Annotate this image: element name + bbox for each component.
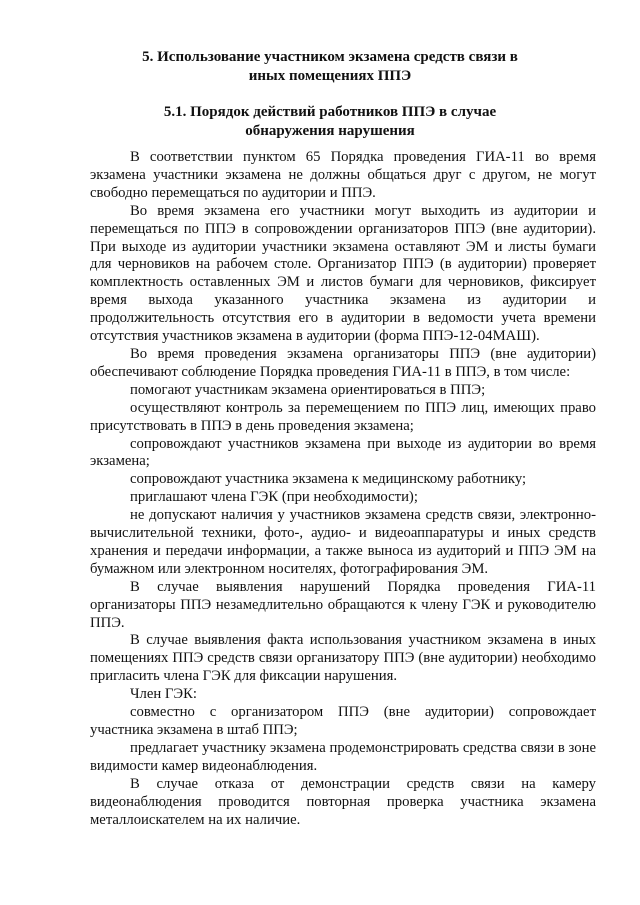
paragraph: В случае выявления нарушений Порядка проведения ГИА-11 организаторы ППЭ незамедлительно обращаются к члену ГЭК и руководителю ППЭ. bbox=[90, 578, 596, 631]
body-text bbox=[90, 149, 596, 829]
paragraph: В случае отказа от демонстрации средств связи на камеру видеонаблюдения проводится повторная проверка участника экзамена металлоискателем на их наличие. bbox=[90, 775, 596, 828]
list-item: сопровождают участника экзамена к медицинскому работнику; bbox=[130, 471, 527, 488]
list-item: не допускают наличия у участников экзамена средств связи, электронно-вычислительной техники, фото-, аудио- и видеоаппаратуры и иных средств хранения и передачи информации, а также выноса из аудиторий и ППЭ ЭМ на бумажном или электронном носителях, фотографирования ЭМ. bbox=[90, 507, 596, 577]
subsection-heading: 5.1. Порядок действий работников ППЭ в случае обнаружения нарушения bbox=[163, 104, 497, 139]
list-item: сопровождают участников экзамена при выходе из аудитории во время экзамена; bbox=[90, 435, 596, 470]
paragraph: В соответствии пунктом 65 Порядка проведения ГИА-11 во время экзамена участники экзамена не должны общаться друг с другом, не могут свободно перемещаться по аудитории и ППЭ. bbox=[90, 149, 596, 201]
paragraph: Во время проведения экзамена организаторы ППЭ (вне аудитории) обеспечивают соблюдение Порядка проведения ГИА-11 в ППЭ, в том числе: bbox=[90, 345, 596, 380]
paragraph: Во время экзамена его участники могут выходить из аудитории и перемещаться по ППЭ в сопровождении организаторов ППЭ (вне аудитории). При выходе из аудитории участники экзамена оставляют ЭМ и листы бумаги для черновиков на рабочем столе. Организатор ППЭ (в аудитории) проверяет комплектность оставленных ЭМ и листов бумаги для черновиков, фиксирует время выхода указанного участника экзамена из аудитории и продолжительность отсутствия его в аудитории в ведомости учета времени отсутствия участников экзамена в аудитории (форма ППЭ-12-04МАШ). bbox=[90, 202, 596, 345]
paragraph: Член ГЭК: bbox=[130, 686, 197, 703]
paragraph: В случае выявления факта использования участником экзамена в иных помещениях ППЭ средств связи организатору ППЭ (вне аудитории) необходимо пригласить члена ГЭК для фиксации нарушения. bbox=[90, 632, 596, 685]
list-item: помогают участникам экзамена ориентироваться в ППЭ; bbox=[130, 381, 486, 398]
list-item: совместно с организатором ППЭ (вне аудитории) сопровождает участника экзамена в штаб ППЭ; bbox=[90, 704, 596, 738]
section-heading: 5. Использование участником экзамена средств связи в иных помещениях ППЭ bbox=[142, 49, 518, 84]
list-item: приглашают члена ГЭК (при необходимости); bbox=[130, 489, 418, 506]
list-item: предлагает участнику экзамена продемонстрировать средства связи в зоне видимости камер видеонаблюдения. bbox=[90, 739, 596, 774]
list-item: осуществляют контроль за перемещением по ППЭ лиц, имеющих право присутствовать в ППЭ в день проведения экзамена; bbox=[90, 399, 596, 434]
